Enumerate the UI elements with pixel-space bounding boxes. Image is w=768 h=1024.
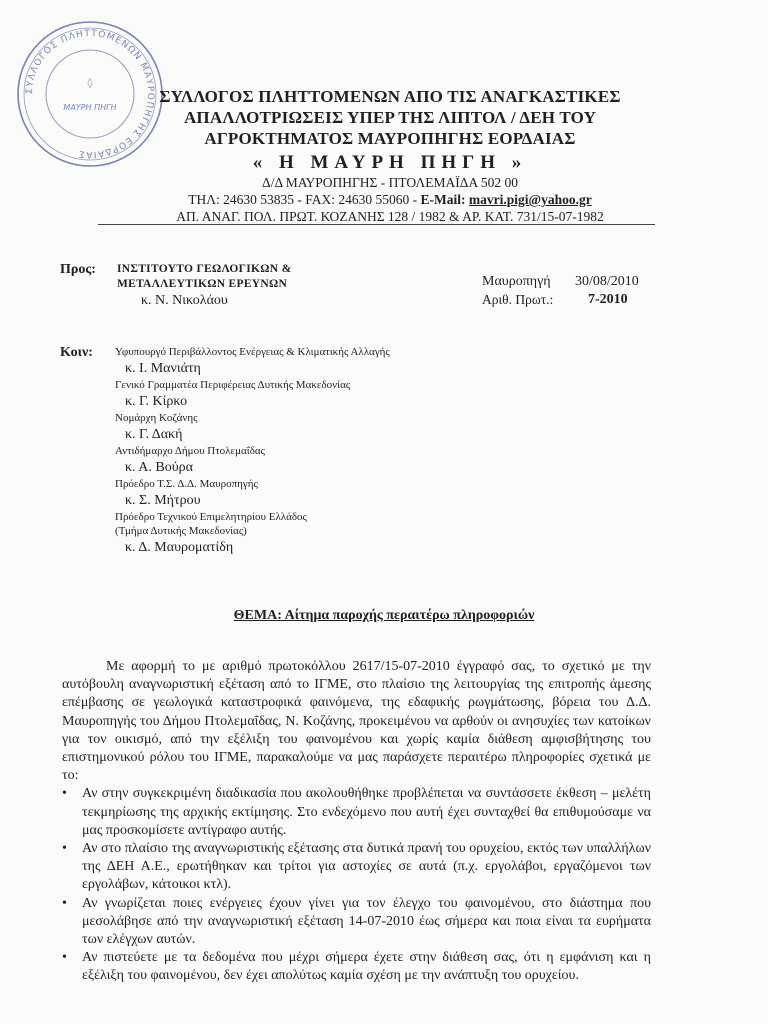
recipient-org <box>117 262 291 292</box>
letterhead-divider <box>98 224 655 225</box>
cc-name: κ. Δ. Μαυροματίδη <box>125 540 234 555</box>
stamp-center-text: ΜΑΥΡΗ ΠΗΓΗ <box>63 103 117 112</box>
cc-label: Κοιν: <box>60 345 93 360</box>
protocol-label: Αριθ. Πρωτ.: <box>482 292 554 307</box>
org-name-line-3: ΑΓΡΟΚΤΗΜΑΤΟΣ ΜΑΥΡΟΠΗΓΗΣ ΕΟΡΔΑΙΑΣ <box>204 129 576 148</box>
list-item: • Αν στο πλαίσιο της αναγνωριστικής εξέτασης στα δυτικά πρανή του ορυχείου, εκτός των υπαλλήλων της ΔΕΗ Α.Ε., ερωτήθηκαν και τρίτοι για αστοχίες σε αυτά (π.χ. εργολάβοι, εργαζόμενοι των εργολάβων, κάτοικοι κτλ). <box>62 840 651 895</box>
cc-role: Πρόεδρο Τ.Σ. Δ.Δ. Μαυροπηγής <box>115 478 258 490</box>
registry-line: ΑΠ. ΑΝΑΓ. ΠΟΛ. ΠΡΩΤ. ΚΟΖΑΝΗΣ 128 / 1982 & ΑΡ. ΚΑΤ. 731/15-07-1982 <box>176 209 604 224</box>
cc-name: κ. Γ. Δακή <box>125 427 183 442</box>
recipient-org-line-2: ΜΕΤΑΛΛΕΥΤΙΚΩΝ ΕΡΕΥΝΩΝ <box>117 278 288 290</box>
svg-text:◊: ◊ <box>87 78 93 89</box>
cc-role-sub: (Τμήμα Δυτικής Μακεδονίας) <box>115 525 247 537</box>
list-item: • Αν γνωρίζεται ποιες ενέργειες έχουν γίνει για τον έλεγχο του φαινομένου, στο διάστημα που μεσολάβησε από την αναγνωριστική εξέταση 14-07-2010 έως σήμερα και ποια είναι τα ευρήματα των ελέγχων αυτών. <box>62 895 651 950</box>
request-list <box>62 785 651 985</box>
contact-line <box>80 191 700 208</box>
letterhead <box>80 86 700 225</box>
letter-date: 30/08/2010 <box>575 274 639 289</box>
cc-name: κ. Α. Βούρα <box>125 460 193 475</box>
stamp-ring-text: ΣΥΛΛΟΓΟΣ ΠΛΗΤΤΟΜΕΝΩΝ ΜΑΥΡΟΠΗΓΗΣ ΕΟΡΔΑΙΑΣ <box>24 28 156 160</box>
cc-role: Πρόεδρο Τεχνικού Επιμελητηρίου Ελλάδος <box>115 511 307 523</box>
cc-name: κ. Γ. Κίρκο <box>125 394 188 409</box>
cc-role: Νομάρχη Κοζάνης <box>115 412 198 424</box>
protocol-number: 7-2010 <box>588 292 628 307</box>
email-link[interactable]: mavri.pigi@yahoo.gr <box>468 192 592 207</box>
subject-text: ΘΕΜΑ: Αίτημα παροχής περαιτέρω πληροφοριών <box>233 608 535 623</box>
recipient-person: κ. Ν. Νικολάου <box>141 293 228 308</box>
cc-name: κ. Ι. Μανιάτη <box>125 361 201 376</box>
subject-line <box>0 608 768 624</box>
cc-role: Γενικό Γραμματέα Περιφέρειας Δυτικής Μακεδονίας <box>115 379 351 391</box>
recipient-org-line-1: ΙΝΣΤΙΤΟΥΤΟ ΓΕΩΛΟΓΙΚΩΝ & <box>117 263 292 275</box>
address-line: Δ/Δ ΜΑΥΡΟΠΗΓΗΣ - ΠΤΟΛΕΜΑΪΔΑ 502 00 <box>262 175 518 190</box>
cc-list <box>115 345 595 557</box>
recipient-label: Προς: <box>60 262 96 277</box>
org-name-line-1: ΣΥΛΛΟΓΟΣ ΠΛΗΤΤΟΜΕΝΩΝ ΑΠΟ ΤΙΣ ΑΝΑΓΚΑΣΤΙΚΕΣ <box>159 87 621 106</box>
association-name: « Η ΜΑΥΡΗ ΠΗΓΗ » <box>252 152 528 173</box>
phone-fax: ΤΗΛ: 24630 53835 - FAX: 24630 55060 - <box>188 192 421 207</box>
list-item: • Αν πιστεύετε με τα δεδομένα που μέχρι σήμερα έχετε στην διάθεση σας, ότι η εμφάνιση και η εξέλιξη του φαινομένου, δεν έχει απολύτως καμία σχέση με την ανάπτυξη του ορυχείου. <box>62 949 651 985</box>
place-label: Μαυροπηγή <box>482 274 551 289</box>
list-item: • Αν στην συγκεκριμένη διαδικασία που ακολουθήθηκε προβλέπεται να συντάσσετε έκθεση – μελέτη τεκμηρίωσης της αρχικής εκτίμησης. Στο ενδεχόμενο που αυτή έχει συνταχθεί θα επιθυμούσαμε να μας προσκομίσετε αντίγραφο αυτής. <box>62 785 651 840</box>
letter-body <box>62 658 651 986</box>
cc-role: Υφυπουργό Περιβάλλοντος Ενέργειας & Κλιματικής Αλλαγής <box>115 346 390 358</box>
org-name-line-2: ΑΠΑΛΛΟΤΡΙΩΣΕΙΣ ΥΠΕΡ ΤΗΣ ΛΙΠΤΟΛ / ΔΕΗ ΤΟΥ <box>183 108 597 127</box>
intro-paragraph: Με αφορμή το με αριθμό πρωτοκόλλου 2617/15-07-2010 έγγραφό σας, το σχετικό με την αυτόβουλη αναγνωριστική εξέταση από το ΙΓΜΕ, στο πλαίσιο της λειτουργίας της επιτροπής άμεσης επέμβασης σε γεωλογικά καταστροφικά φαινόμενα, της εδαφικής ρωγμάτωσης, βόρεια του Δ.Δ. Μαυροπηγής του Δήμου Πτολεμαΐδας, Ν. Κοζάνης, προκειμένου να αρθούν οι ανησυχίες των κατοίκων για τον οικισμό, από την εξέλιξη του φαινομένου και χωρίς καμία διάθεση αμφισβήτησης του επιστημονικού ρόλου του ΙΓΜΕ, παρακαλούμε να μας παράσχετε περαιτέρω πληροφορίες σχετικά με το: <box>62 659 651 784</box>
cc-role: Αντιδήμαρχο Δήμου Πτολεμαΐδας <box>115 445 266 457</box>
email-label: E-Mail: <box>420 192 466 207</box>
cc-name: κ. Σ. Μήτρου <box>125 493 201 508</box>
